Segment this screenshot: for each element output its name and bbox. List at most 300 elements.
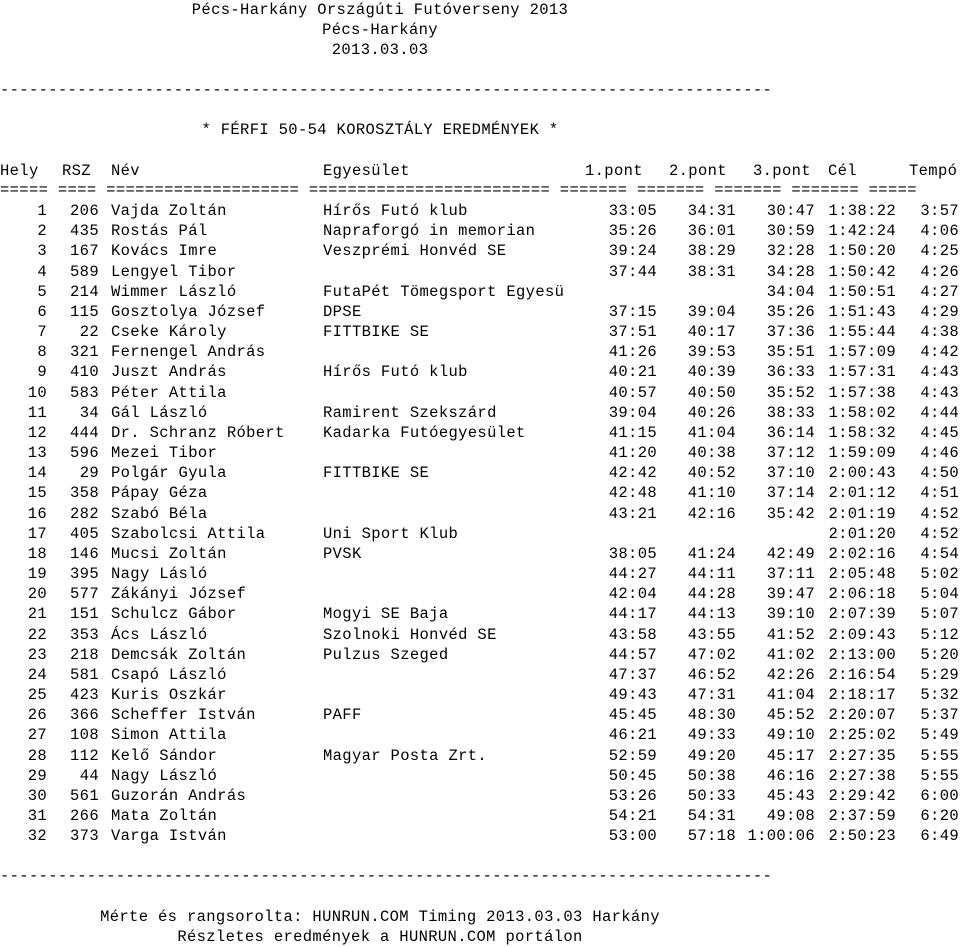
- cell-nev: Gosztolya József: [111, 302, 266, 321]
- cell-pont1: 39:24: [608, 242, 657, 261]
- category-title: * FÉRFI 50-54 KOROSZTÁLY EREDMÉNYEK *: [201, 121, 559, 139]
- cell-rsz: 435: [70, 222, 99, 241]
- cell-tempo: 4:44: [920, 403, 959, 422]
- col-cel: Cél: [828, 162, 857, 180]
- cell-cel: 1:55:44: [828, 323, 896, 342]
- cell-pont2: 49:20: [687, 746, 736, 765]
- cell-nev: Ács László: [111, 625, 208, 644]
- cell-egyesulet: Pulzus Szeged: [323, 645, 449, 664]
- cell-pont1: 38:05: [608, 544, 657, 563]
- cell-rsz: 29: [79, 464, 99, 483]
- cell-rsz: 366: [70, 706, 99, 725]
- cell-hely: 18: [27, 544, 47, 563]
- cell-rsz: 167: [70, 242, 99, 261]
- cell-pont1: 54:21: [608, 807, 657, 826]
- cell-cel: 2:27:35: [828, 746, 896, 765]
- measured-by: Mérte és rangsorolta: HUNRUN.COM Timing 2013.03.03 Harkány: [100, 908, 660, 926]
- cell-pont2: 38:31: [687, 262, 736, 281]
- cell-egyesulet: FutaPét Tömegsport Egyesü: [323, 282, 565, 301]
- cell-pont1: 43:58: [608, 625, 657, 644]
- cell-cel: 2:29:42: [828, 786, 896, 805]
- table-row: [0, 504, 960, 524]
- cell-pont1: 53:00: [608, 827, 657, 846]
- cell-hely: 17: [27, 524, 47, 543]
- table-row: [0, 282, 960, 302]
- cell-pont1: 42:48: [608, 484, 657, 503]
- cell-tempo: 5:37: [920, 706, 959, 725]
- cell-nev: Dr. Schranz Róbert: [111, 423, 285, 442]
- cell-nev: Gál László: [111, 403, 208, 422]
- cell-tempo: 4:26: [920, 262, 959, 281]
- cell-egyesulet: Magyar Posta Zrt.: [323, 746, 488, 765]
- cell-nev: Kelő Sándor: [111, 746, 218, 765]
- cell-egyesulet: Uni Sport Klub: [323, 524, 459, 543]
- cell-rsz: 577: [70, 585, 99, 604]
- cell-tempo: 4:52: [920, 504, 959, 523]
- cell-hely: 16: [27, 504, 47, 523]
- cell-nev: Fernengel András: [111, 343, 266, 362]
- cell-pont2: 40:39: [687, 363, 736, 382]
- cell-tempo: 4:42: [920, 343, 959, 362]
- bottom-separator: --------------------------------------------------------------------------------: [0, 867, 773, 885]
- cell-nev: Mata Zoltán: [111, 807, 218, 826]
- col-rsz: RSZ: [62, 162, 91, 180]
- table-row: [0, 383, 960, 403]
- cell-rsz: 423: [70, 686, 99, 705]
- cell-rsz: 395: [70, 565, 99, 584]
- col-hely: Hely: [0, 162, 39, 180]
- cell-pont3: 49:10: [766, 726, 815, 745]
- cell-pont3: 46:16: [766, 766, 815, 785]
- cell-hely: 6: [37, 302, 47, 321]
- cell-tempo: 5:07: [920, 605, 959, 624]
- cell-pont3: 45:43: [766, 786, 815, 805]
- table-row: [0, 322, 960, 342]
- cell-egyesulet: DPSE: [323, 302, 362, 321]
- cell-cel: 2:16:54: [828, 665, 896, 684]
- col-egyesulet: Egyesület: [323, 162, 410, 180]
- table-row: [0, 564, 960, 584]
- cell-cel: 2:01:20: [828, 524, 896, 543]
- col-pont3: 3.pont: [753, 162, 811, 180]
- cell-nev: Simon Attila: [111, 726, 227, 745]
- cell-cel: 2:37:59: [828, 807, 896, 826]
- cell-hely: 32: [27, 827, 47, 846]
- cell-tempo: 5:32: [920, 686, 959, 705]
- cell-pont2: 39:04: [687, 302, 736, 321]
- cell-pont2: 40:52: [687, 464, 736, 483]
- cell-nev: Vajda Zoltán: [111, 202, 227, 220]
- cell-rsz: 373: [70, 827, 99, 846]
- cell-pont1: 44:17: [608, 605, 657, 624]
- cell-rsz: 44: [79, 766, 99, 785]
- cell-hely: 23: [27, 645, 47, 664]
- cell-tempo: 4:54: [920, 544, 959, 563]
- cell-pont2: 40:17: [687, 323, 736, 342]
- cell-pont2: 39:53: [687, 343, 736, 362]
- cell-rsz: 206: [70, 202, 99, 220]
- cell-egyesulet: Hírős Futó klub: [323, 202, 468, 220]
- cell-pont2: 38:29: [687, 242, 736, 261]
- cell-rsz: 266: [70, 807, 99, 826]
- cell-hely: 27: [27, 726, 47, 745]
- cell-nev: Scheffer István: [111, 706, 256, 725]
- cell-pont1: 50:45: [608, 766, 657, 785]
- column-rule: ===== ==== ==================== ========================= ======= ======= ======= ======= =====: [0, 181, 917, 199]
- cell-hely: 3: [37, 242, 47, 261]
- cell-cel: 1:50:51: [828, 282, 896, 301]
- cell-pont3: 42:49: [766, 544, 815, 563]
- cell-nev: Demcsák Zoltán: [111, 645, 247, 664]
- cell-cel: 2:05:48: [828, 565, 896, 584]
- cell-cel: 2:20:07: [828, 706, 896, 725]
- cell-hely: 22: [27, 625, 47, 644]
- cell-pont3: 37:14: [766, 484, 815, 503]
- cell-pont1: 40:21: [608, 363, 657, 382]
- cell-pont1: 37:15: [608, 302, 657, 321]
- col-tempo: Tempó: [909, 162, 958, 180]
- cell-rsz: 108: [70, 726, 99, 745]
- details-link-text: Részletes eredmények a HUNRUN.COM portálon: [177, 928, 583, 946]
- cell-tempo: 4:38: [920, 323, 959, 342]
- page-title: Pécs-Harkány Országúti Futóverseny 2013: [191, 1, 569, 19]
- cell-tempo: 3:57: [920, 202, 959, 220]
- cell-nev: Nagy Lásló: [111, 565, 208, 584]
- cell-hely: 28: [27, 746, 47, 765]
- cell-hely: 25: [27, 686, 47, 705]
- cell-pont3: 41:02: [766, 645, 815, 664]
- cell-rsz: 596: [70, 444, 99, 463]
- table-row: [0, 463, 960, 483]
- cell-hely: 20: [27, 585, 47, 604]
- cell-rsz: 214: [70, 282, 99, 301]
- cell-cel: 1:38:22: [828, 202, 896, 220]
- cell-rsz: 405: [70, 524, 99, 543]
- cell-rsz: 410: [70, 363, 99, 382]
- table-row: [0, 524, 960, 544]
- cell-cel: 1:59:09: [828, 444, 896, 463]
- cell-pont3: 41:52: [766, 625, 815, 644]
- cell-egyesulet: Veszprémi Honvéd SE: [323, 242, 507, 261]
- cell-pont1: 39:04: [608, 403, 657, 422]
- cell-nev: Pápay Géza: [111, 484, 208, 503]
- table-row: [0, 403, 960, 423]
- table-row: [0, 423, 960, 443]
- table-row: [0, 604, 960, 624]
- cell-pont1: 46:21: [608, 726, 657, 745]
- cell-tempo: 4:50: [920, 464, 959, 483]
- table-row: [0, 766, 960, 786]
- cell-nev: Mezei Tibor: [111, 444, 218, 463]
- cell-tempo: 4:45: [920, 423, 959, 442]
- cell-tempo: 4:06: [920, 222, 959, 241]
- cell-hely: 29: [27, 766, 47, 785]
- cell-cel: 2:25:02: [828, 726, 896, 745]
- cell-hely: 13: [27, 444, 47, 463]
- cell-nev: Kuris Oszkár: [111, 686, 227, 705]
- table-row: [0, 625, 960, 645]
- cell-pont3: 36:14: [766, 423, 815, 442]
- cell-hely: 19: [27, 565, 47, 584]
- cell-tempo: 5:29: [920, 665, 959, 684]
- cell-pont3: 41:04: [766, 686, 815, 705]
- cell-pont2: 46:52: [687, 665, 736, 684]
- cell-tempo: 5:04: [920, 585, 959, 604]
- cell-cel: 2:02:16: [828, 544, 896, 563]
- cell-tempo: 5:12: [920, 625, 959, 644]
- cell-pont3: 32:28: [766, 242, 815, 261]
- table-row: [0, 826, 960, 846]
- cell-pont1: 52:59: [608, 746, 657, 765]
- cell-pont3: 35:52: [766, 383, 815, 402]
- table-row: [0, 483, 960, 503]
- cell-nev: Mucsi Zoltán: [111, 544, 227, 563]
- cell-hely: 30: [27, 786, 47, 805]
- cell-cel: 1:50:42: [828, 262, 896, 281]
- cell-nev: Csapó László: [111, 665, 227, 684]
- cell-rsz: 146: [70, 544, 99, 563]
- cell-pont2: 42:16: [687, 504, 736, 523]
- cell-pont3: 36:33: [766, 363, 815, 382]
- cell-tempo: 4:43: [920, 363, 959, 382]
- cell-nev: Guzorán András: [111, 786, 247, 805]
- cell-egyesulet: Ramirent Szekszárd: [323, 403, 497, 422]
- cell-hely: 12: [27, 423, 47, 442]
- cell-tempo: 5:02: [920, 565, 959, 584]
- event-date: 2013.03.03: [331, 41, 429, 59]
- cell-tempo: 5:20: [920, 645, 959, 664]
- cell-hely: 10: [27, 383, 47, 402]
- cell-tempo: 6:20: [920, 807, 959, 826]
- cell-pont3: 35:26: [766, 302, 815, 321]
- cell-rsz: 444: [70, 423, 99, 442]
- cell-rsz: 112: [70, 746, 99, 765]
- cell-cel: 2:07:39: [828, 605, 896, 624]
- cell-tempo: 5:55: [920, 766, 959, 785]
- cell-hely: 4: [37, 262, 47, 281]
- cell-pont3: 34:04: [766, 282, 815, 301]
- cell-nev: Polgár Gyula: [111, 464, 227, 483]
- col-pont1: 1.pont: [585, 162, 643, 180]
- cell-rsz: 561: [70, 786, 99, 805]
- cell-pont1: 37:44: [608, 262, 657, 281]
- cell-pont2: 47:31: [687, 686, 736, 705]
- cell-hely: 9: [37, 363, 47, 382]
- cell-cel: 1:57:38: [828, 383, 896, 402]
- cell-pont1: 45:45: [608, 706, 657, 725]
- cell-pont2: 41:24: [687, 544, 736, 563]
- cell-nev: Schulcz Gábor: [111, 605, 237, 624]
- cell-tempo: 4:46: [920, 444, 959, 463]
- cell-rsz: 581: [70, 665, 99, 684]
- cell-hely: 31: [27, 807, 47, 826]
- cell-cel: 1:57:09: [828, 343, 896, 362]
- cell-rsz: 218: [70, 645, 99, 664]
- cell-pont3: 30:47: [766, 202, 815, 220]
- cell-egyesulet: FITTBIKE SE: [323, 323, 430, 342]
- cell-pont1: 49:43: [608, 686, 657, 705]
- column-header-row: [0, 161, 960, 181]
- cell-tempo: 4:52: [920, 524, 959, 543]
- cell-cel: 1:42:24: [828, 222, 896, 241]
- cell-pont1: 44:27: [608, 565, 657, 584]
- cell-egyesulet: Szolnoki Honvéd SE: [323, 625, 497, 644]
- cell-cel: 2:09:43: [828, 625, 896, 644]
- table-row: [0, 705, 960, 725]
- cell-pont3: 37:11: [766, 565, 815, 584]
- cell-cel: 2:01:12: [828, 484, 896, 503]
- cell-rsz: 282: [70, 504, 99, 523]
- cell-pont2: 50:33: [687, 786, 736, 805]
- cell-pont1: 43:21: [608, 504, 657, 523]
- cell-hely: 2: [37, 222, 47, 241]
- table-row: [0, 262, 960, 282]
- col-nev: Név: [111, 162, 140, 180]
- cell-nev: Zákányi József: [111, 585, 247, 604]
- cell-pont2: 41:04: [687, 423, 736, 442]
- cell-pont1: 41:15: [608, 423, 657, 442]
- cell-pont1: 53:26: [608, 786, 657, 805]
- table-row: [0, 746, 960, 766]
- cell-cel: 2:06:18: [828, 585, 896, 604]
- cell-pont3: 35:51: [766, 343, 815, 362]
- cell-tempo: 5:49: [920, 726, 959, 745]
- cell-pont1: 44:57: [608, 645, 657, 664]
- cell-rsz: 353: [70, 625, 99, 644]
- cell-hely: 7: [37, 323, 47, 342]
- cell-nev: Szabó Béla: [111, 504, 208, 523]
- cell-tempo: 4:27: [920, 282, 959, 301]
- cell-cel: 1:57:31: [828, 363, 896, 382]
- cell-pont2: 54:31: [687, 807, 736, 826]
- cell-egyesulet: Napraforgó in memorian: [323, 222, 536, 241]
- cell-hely: 15: [27, 484, 47, 503]
- table-row: [0, 725, 960, 745]
- cell-nev: Kovács Imre: [111, 242, 218, 261]
- table-row: [0, 342, 960, 362]
- cell-pont3: 37:10: [766, 464, 815, 483]
- cell-cel: 1:58:32: [828, 423, 896, 442]
- cell-rsz: 34: [79, 403, 99, 422]
- cell-tempo: 4:25: [920, 242, 959, 261]
- cell-rsz: 321: [70, 343, 99, 362]
- cell-hely: 1: [37, 202, 47, 220]
- cell-cel: 2:18:17: [828, 686, 896, 705]
- cell-cel: 2:27:38: [828, 766, 896, 785]
- table-row: [0, 786, 960, 806]
- table-row: [0, 665, 960, 685]
- cell-rsz: 115: [70, 302, 99, 321]
- cell-hely: 11: [27, 403, 47, 422]
- cell-nev: Juszt András: [111, 363, 227, 382]
- cell-pont1: 47:37: [608, 665, 657, 684]
- table-row: [0, 584, 960, 604]
- table-row: [0, 443, 960, 463]
- cell-cel: 1:51:43: [828, 302, 896, 321]
- cell-pont3: 37:36: [766, 323, 815, 342]
- cell-pont2: 57:18: [687, 827, 736, 846]
- cell-cel: 1:50:20: [828, 242, 896, 261]
- cell-pont2: 41:10: [687, 484, 736, 503]
- cell-rsz: 583: [70, 383, 99, 402]
- cell-pont1: 42:04: [608, 585, 657, 604]
- cell-cel: 2:01:19: [828, 504, 896, 523]
- table-row: [0, 302, 960, 322]
- cell-nev: Varga István: [111, 827, 227, 846]
- cell-hely: 26: [27, 706, 47, 725]
- cell-rsz: 22: [79, 323, 99, 342]
- cell-hely: 5: [37, 282, 47, 301]
- cell-nev: Wimmer László: [111, 282, 237, 301]
- cell-nev: Szabolcsi Attila: [111, 524, 266, 543]
- cell-tempo: 5:55: [920, 746, 959, 765]
- cell-nev: Nagy László: [111, 766, 218, 785]
- cell-pont1: 35:26: [608, 222, 657, 241]
- cell-pont2: 48:30: [687, 706, 736, 725]
- cell-tempo: 6:49: [920, 827, 959, 846]
- cell-pont1: 41:20: [608, 444, 657, 463]
- cell-hely: 8: [37, 343, 47, 362]
- top-separator: --------------------------------------------------------------------------------: [0, 81, 773, 99]
- cell-pont3: 39:47: [766, 585, 815, 604]
- cell-egyesulet: PAFF: [323, 706, 362, 725]
- cell-tempo: 6:00: [920, 786, 959, 805]
- cell-hely: 21: [27, 605, 47, 624]
- cell-pont2: 44:13: [687, 605, 736, 624]
- cell-hely: 24: [27, 665, 47, 684]
- cell-rsz: 589: [70, 262, 99, 281]
- cell-pont3: 42:26: [766, 665, 815, 684]
- cell-egyesulet: PVSK: [323, 544, 362, 563]
- cell-pont2: 40:26: [687, 403, 736, 422]
- cell-rsz: 358: [70, 484, 99, 503]
- cell-pont3: 1:00:06: [747, 827, 815, 846]
- cell-pont2: 34:31: [687, 202, 736, 220]
- cell-cel: 1:58:02: [828, 403, 896, 422]
- cell-pont3: 38:33: [766, 403, 815, 422]
- cell-nev: Lengyel Tibor: [111, 262, 237, 281]
- cell-pont3: 49:08: [766, 807, 815, 826]
- table-row: [0, 544, 960, 564]
- cell-pont2: 50:38: [687, 766, 736, 785]
- cell-pont2: 49:33: [687, 726, 736, 745]
- cell-cel: 2:00:43: [828, 464, 896, 483]
- cell-pont3: 39:10: [766, 605, 815, 624]
- cell-pont2: 36:01: [687, 222, 736, 241]
- cell-pont2: 44:28: [687, 585, 736, 604]
- cell-pont1: 41:26: [608, 343, 657, 362]
- cell-pont3: 37:12: [766, 444, 815, 463]
- cell-pont1: 40:57: [608, 383, 657, 402]
- table-row: [0, 201, 960, 221]
- cell-pont1: 42:42: [608, 464, 657, 483]
- cell-tempo: 4:43: [920, 383, 959, 402]
- table-row: [0, 241, 960, 261]
- cell-egyesulet: FITTBIKE SE: [323, 464, 430, 483]
- cell-pont1: 33:05: [608, 202, 657, 220]
- cell-pont3: 35:42: [766, 504, 815, 523]
- cell-pont2: 47:02: [687, 645, 736, 664]
- cell-nev: Rostás Pál: [111, 222, 208, 241]
- cell-egyesulet: Mogyi SE Baja: [323, 605, 449, 624]
- cell-pont2: 40:50: [687, 383, 736, 402]
- cell-pont3: 30:59: [766, 222, 815, 241]
- table-row: [0, 685, 960, 705]
- cell-nev: Cseke Károly: [111, 323, 227, 342]
- cell-pont1: 37:51: [608, 323, 657, 342]
- table-row: [0, 806, 960, 826]
- cell-cel: 2:50:23: [828, 827, 896, 846]
